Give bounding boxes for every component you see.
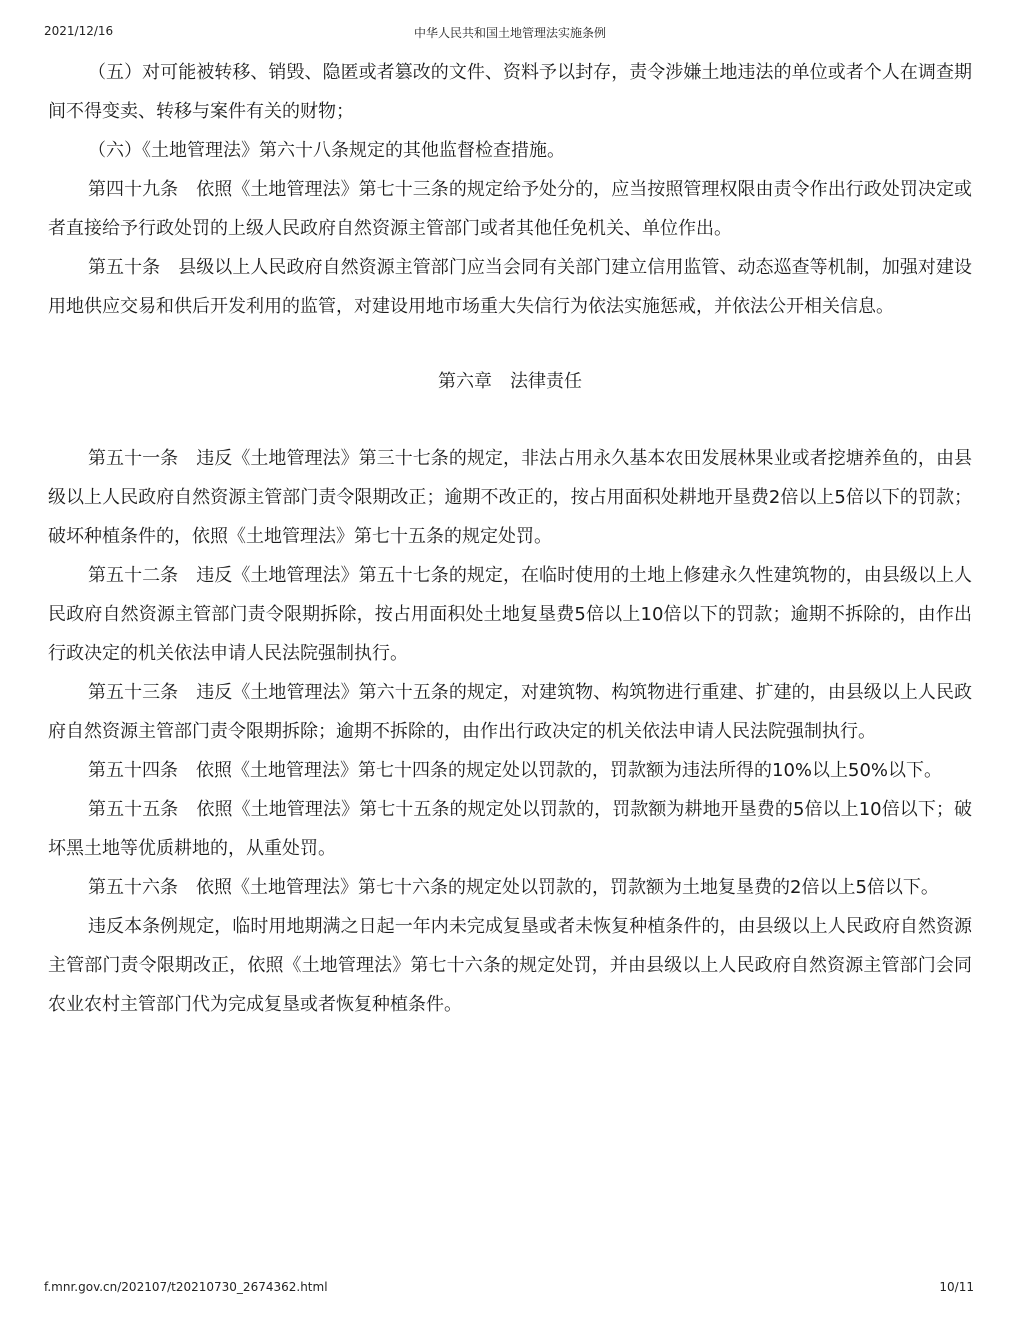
article-56-paragraph-2: 违反本条例规定，临时用地期满之日起一年内未完成复垦或者未恢复种植条件的，由县级以上人民政府自然资源主管部门责令限期改正，依照《土地管理法》第七十六条的规定处罚，并由县级以上人民政府自然资源主管部门会同农业农村主管部门代为完成复垦或者恢复种植条件。 bbox=[48, 916, 972, 1015]
article-51: 第五十一条 违反《土地管理法》第三十七条的规定，非法占用永久基本农田发展林果业或者挖塘养鱼的，由县级以上人民政府自然资源主管部门责令限期改正；逾期不改正的，按占用面积处耕地开垦费2倍以上5倍以下的罚款；破坏种植条件的，依照《土地管理法》第七十五条的规定处罚。 bbox=[48, 448, 972, 547]
article-49: 第四十九条 依照《土地管理法》第七十三条的规定给予处分的，应当按照管理权限由责令作出行政处罚决定或者直接给予行政处罚的上级人民政府自然资源主管部门或者其他任免机关、单位作出。 bbox=[48, 179, 972, 239]
article-52: 第五十二条 违反《土地管理法》第五十七条的规定，在临时使用的土地上修建永久性建筑物的，由县级以上人民政府自然资源主管部门责令限期拆除，按占用面积处土地复垦费5倍以上10倍以下的罚款；逾期不拆除的，由作出行政决定的机关依法申请人民法院强制执行。 bbox=[48, 565, 972, 664]
article-53: 第五十三条 违反《土地管理法》第六十五条的规定，对建筑物、构筑物进行重建、扩建的，由县级以上人民政府自然资源主管部门责令限期拆除；逾期不拆除的，由作出行政决定的机关依法申请人民法院强制执行。 bbox=[48, 682, 972, 742]
chapter-heading: 第六章 法律责任 bbox=[438, 371, 582, 392]
article-56: 第五十六条 依照《土地管理法》第七十六条的规定处以罚款的，罚款额为土地复垦费的2倍以上5倍以下。 bbox=[88, 877, 939, 898]
article-55: 第五十五条 依照《土地管理法》第七十五条的规定处以罚款的，罚款额为耕地开垦费的5倍以上10倍以下；破坏黑土地等优质耕地的，从重处罚。 bbox=[48, 799, 972, 859]
page-number: 10/11 bbox=[939, 1280, 974, 1294]
print-date: 2021/12/16 bbox=[44, 24, 114, 38]
source-url: f.mnr.gov.cn/202107/t20210730_2674362.html bbox=[44, 1280, 328, 1294]
paragraph-item-5: （五）对可能被转移、销毁、隐匿或者篡改的文件、资料予以封存，责令涉嫌土地违法的单位或者个人在调查期间不得变卖、转移与案件有关的财物； bbox=[48, 62, 972, 122]
article-50: 第五十条 县级以上人民政府自然资源主管部门应当会同有关部门建立信用监管、动态巡查等机制，加强对建设用地供应交易和供后开发利用的监管，对建设用地市场重大失信行为依法实施惩戒，并依法公开相关信息。 bbox=[48, 257, 972, 317]
document-body bbox=[48, 53, 972, 1024]
page-header-title: 中华人民共和国土地管理法实施条例 bbox=[413, 26, 606, 40]
paragraph-item-6: （六）《土地管理法》第六十八条规定的其他监督检查措施。 bbox=[88, 140, 565, 161]
article-54: 第五十四条 依照《土地管理法》第七十四条的规定处以罚款的，罚款额为违法所得的10%以上50%以下。 bbox=[88, 760, 943, 781]
